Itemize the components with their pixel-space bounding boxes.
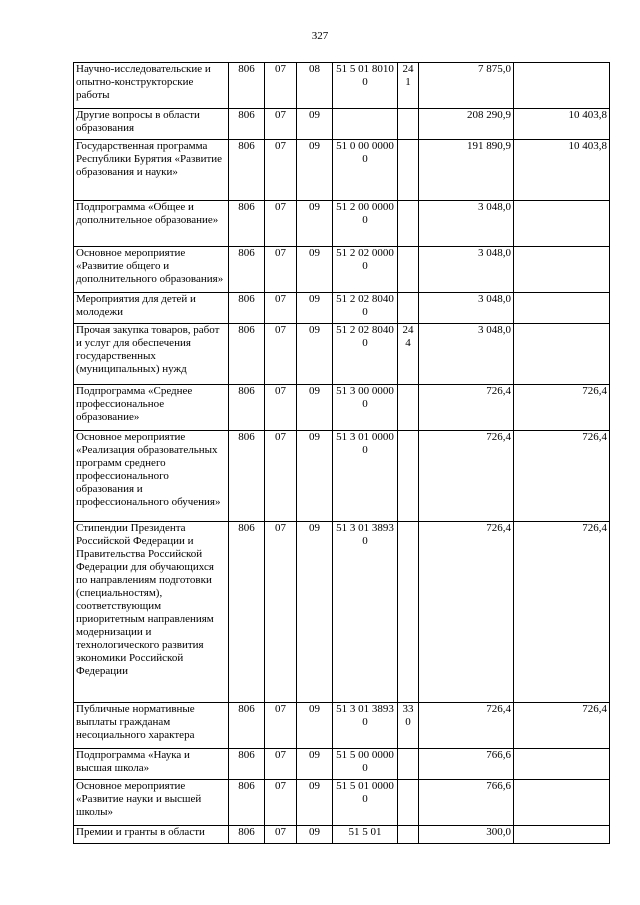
expense-type-cell [398,247,419,293]
target-article-cell: 51 3 01 38930 [333,703,398,749]
amount-subvention-cell [514,826,610,844]
item-name-cell: Другие вопросы в области образования [74,109,229,140]
ministry-code-cell: 806 [229,749,265,780]
expense-type-cell [398,749,419,780]
amount-total-cell: 766,6 [419,749,514,780]
section-code-cell: 07 [265,749,297,780]
section-code-cell: 07 [265,431,297,522]
amount-subvention-cell: 10 403,8 [514,140,610,201]
expense-type-cell: 244 [398,324,419,385]
amount-total-cell: 3 048,0 [419,293,514,324]
subsection-code-cell: 09 [297,140,333,201]
amount-total-cell: 766,6 [419,780,514,826]
section-code-cell: 07 [265,293,297,324]
amount-total-cell: 726,4 [419,385,514,431]
section-code-cell: 07 [265,247,297,293]
expense-type-cell [398,522,419,703]
subsection-code-cell: 09 [297,201,333,247]
item-name-cell: Премии и гранты в области [74,826,229,844]
section-code-cell: 07 [265,385,297,431]
amount-subvention-cell [514,293,610,324]
ministry-code-cell: 806 [229,324,265,385]
item-name-cell: Государственная программа Республики Бурятия «Развитие образования и науки» [74,140,229,201]
amount-total-cell: 7 875,0 [419,63,514,109]
expense-type-cell [398,826,419,844]
amount-subvention-cell [514,63,610,109]
amount-subvention-cell: 726,4 [514,431,610,522]
amount-total-cell: 300,0 [419,826,514,844]
ministry-code-cell: 806 [229,140,265,201]
expense-type-cell [398,431,419,522]
subsection-code-cell: 08 [297,63,333,109]
item-name-cell: Подпрограмма «Наука и высшая школа» [74,749,229,780]
budget-table [73,62,610,844]
amount-total-cell: 726,4 [419,431,514,522]
expense-type-cell [398,109,419,140]
expense-type-cell: 330 [398,703,419,749]
subsection-code-cell: 09 [297,293,333,324]
subsection-code-cell: 09 [297,703,333,749]
section-code-cell: 07 [265,201,297,247]
section-code-cell: 07 [265,140,297,201]
table-row [74,703,610,749]
item-name-cell: Подпрограмма «Среднее профессиональное образование» [74,385,229,431]
ministry-code-cell: 806 [229,385,265,431]
target-article-cell: 51 3 01 38930 [333,522,398,703]
subsection-code-cell: 09 [297,780,333,826]
amount-subvention-cell: 10 403,8 [514,109,610,140]
section-code-cell: 07 [265,522,297,703]
ministry-code-cell: 806 [229,780,265,826]
table-row [74,431,610,522]
target-article-cell: 51 5 01 80100 [333,63,398,109]
target-article-cell: 51 2 02 80400 [333,293,398,324]
ministry-code-cell: 806 [229,201,265,247]
item-name-cell: Публичные нормативные выплаты гражданам несоциального характера [74,703,229,749]
section-code-cell: 07 [265,703,297,749]
item-name-cell: Основное мероприятие «Развитие общего и дополнительного образования» [74,247,229,293]
amount-subvention-cell [514,749,610,780]
target-article-cell: 51 2 02 00000 [333,247,398,293]
ministry-code-cell: 806 [229,703,265,749]
section-code-cell: 07 [265,109,297,140]
target-article-cell [333,109,398,140]
target-article-cell: 51 2 00 00000 [333,201,398,247]
expense-type-cell [398,780,419,826]
expense-type-cell [398,293,419,324]
amount-total-cell: 726,4 [419,703,514,749]
item-name-cell: Научно-исследовательские и опытно-конструкторские работы [74,63,229,109]
amount-total-cell: 208 290,9 [419,109,514,140]
amount-total-cell: 726,4 [419,522,514,703]
item-name-cell: Стипендии Президента Российской Федерации и Правительства Российской Федерации для обучающихся по направлениям подготовки (специальностям), соответствующим приоритетным направлениям модернизации и технологического развития экономики Российской Федерации [74,522,229,703]
amount-total-cell: 3 048,0 [419,247,514,293]
subsection-code-cell: 09 [297,247,333,293]
expense-type-cell: 241 [398,63,419,109]
item-name-cell: Основное мероприятие «Реализация образовательных программ среднего профессионального образования и профессионального обучения» [74,431,229,522]
table-body [74,63,610,844]
target-article-cell: 51 3 01 00000 [333,431,398,522]
subsection-code-cell: 09 [297,385,333,431]
target-article-cell: 51 3 00 00000 [333,385,398,431]
ministry-code-cell: 806 [229,826,265,844]
amount-subvention-cell [514,247,610,293]
section-code-cell: 07 [265,826,297,844]
subsection-code-cell: 09 [297,826,333,844]
subsection-code-cell: 09 [297,109,333,140]
subsection-code-cell: 09 [297,431,333,522]
table-row [74,109,610,140]
section-code-cell: 07 [265,324,297,385]
subsection-code-cell: 09 [297,522,333,703]
table-row [74,293,610,324]
subsection-code-cell: 09 [297,749,333,780]
ministry-code-cell: 806 [229,247,265,293]
amount-subvention-cell [514,324,610,385]
table-row [74,63,610,109]
table-row [74,780,610,826]
amount-subvention-cell: 726,4 [514,703,610,749]
ministry-code-cell: 806 [229,293,265,324]
ministry-code-cell: 806 [229,522,265,703]
table-row [74,140,610,201]
amount-subvention-cell: 726,4 [514,385,610,431]
table-row [74,522,610,703]
expense-type-cell [398,140,419,201]
table-row [74,201,610,247]
target-article-cell: 51 5 00 00000 [333,749,398,780]
amount-total-cell: 3 048,0 [419,324,514,385]
amount-subvention-cell [514,201,610,247]
target-article-cell: 51 5 01 00000 [333,780,398,826]
table-row [74,826,610,844]
subsection-code-cell: 09 [297,324,333,385]
table-row [74,324,610,385]
ministry-code-cell: 806 [229,63,265,109]
target-article-cell: 51 0 00 00000 [333,140,398,201]
table-row [74,247,610,293]
item-name-cell: Подпрограмма «Общее и дополнительное образование» [74,201,229,247]
target-article-cell: 51 5 01 [333,826,398,844]
amount-total-cell: 191 890,9 [419,140,514,201]
amount-subvention-cell: 726,4 [514,522,610,703]
amount-total-cell: 3 048,0 [419,201,514,247]
table-row [74,749,610,780]
section-code-cell: 07 [265,63,297,109]
item-name-cell: Прочая закупка товаров, работ и услуг для обеспечения государственных (муниципальных) нужд [74,324,229,385]
ministry-code-cell: 806 [229,109,265,140]
target-article-cell: 51 2 02 80400 [333,324,398,385]
expense-type-cell [398,385,419,431]
ministry-code-cell: 806 [229,431,265,522]
expense-type-cell [398,201,419,247]
item-name-cell: Мероприятия для детей и молодежи [74,293,229,324]
section-code-cell: 07 [265,780,297,826]
page-number: 327 [311,30,329,42]
item-name-cell: Основное мероприятие «Развитие науки и высшей школы» [74,780,229,826]
amount-subvention-cell [514,780,610,826]
table-row [74,385,610,431]
